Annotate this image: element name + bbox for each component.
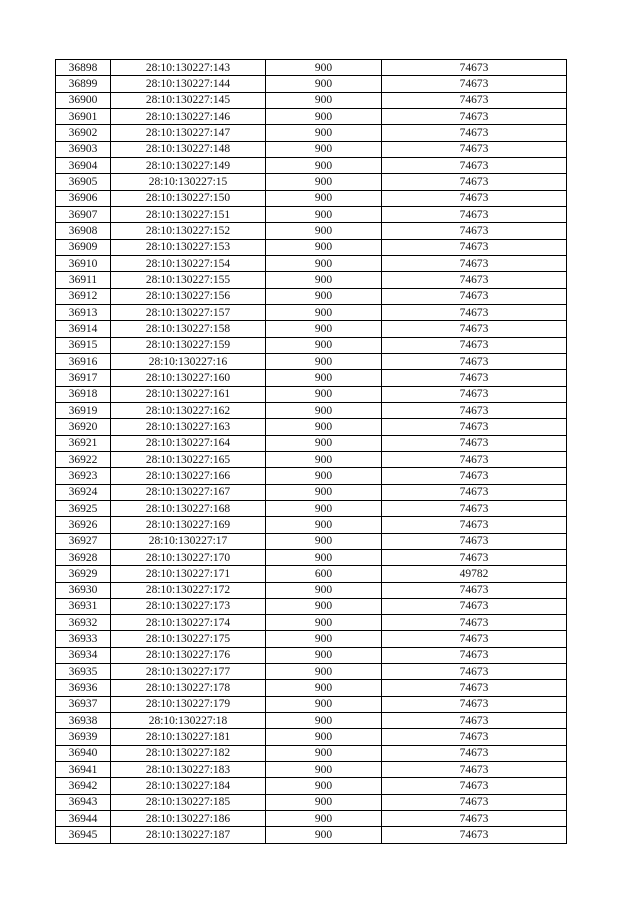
cadastral-number-cell: 28:10:130227:164 bbox=[111, 435, 266, 451]
value-cell: 74673 bbox=[382, 778, 567, 794]
cadastral-number-cell: 28:10:130227:165 bbox=[111, 451, 266, 467]
row-number-cell: 36941 bbox=[56, 762, 111, 778]
row-number-cell: 36917 bbox=[56, 370, 111, 386]
cadastral-number-cell: 28:10:130227:170 bbox=[111, 549, 266, 565]
area-cell: 900 bbox=[266, 353, 382, 369]
area-cell: 900 bbox=[266, 827, 382, 843]
table-row bbox=[56, 76, 567, 92]
value-cell: 74673 bbox=[382, 647, 567, 663]
row-number-cell: 36935 bbox=[56, 664, 111, 680]
area-cell: 900 bbox=[266, 435, 382, 451]
area-cell: 900 bbox=[266, 582, 382, 598]
cadastral-number-cell: 28:10:130227:179 bbox=[111, 696, 266, 712]
table-row bbox=[56, 794, 567, 810]
cadastral-number-cell: 28:10:130227:182 bbox=[111, 745, 266, 761]
value-cell: 74673 bbox=[382, 549, 567, 565]
cadastral-number-cell: 28:10:130227:148 bbox=[111, 141, 266, 157]
value-cell: 74673 bbox=[382, 729, 567, 745]
cadastral-number-cell: 28:10:130227:147 bbox=[111, 125, 266, 141]
table-row bbox=[56, 92, 567, 108]
cadastral-number-cell: 28:10:130227:156 bbox=[111, 288, 266, 304]
value-cell: 74673 bbox=[382, 337, 567, 353]
value-cell: 74673 bbox=[382, 533, 567, 549]
table-row bbox=[56, 549, 567, 565]
row-number-cell: 36905 bbox=[56, 174, 111, 190]
row-number-cell: 36919 bbox=[56, 402, 111, 418]
value-cell: 74673 bbox=[382, 713, 567, 729]
cadastral-number-cell: 28:10:130227:176 bbox=[111, 647, 266, 663]
area-cell: 900 bbox=[266, 533, 382, 549]
value-cell: 74673 bbox=[382, 288, 567, 304]
area-cell: 900 bbox=[266, 288, 382, 304]
table-row bbox=[56, 468, 567, 484]
area-cell: 900 bbox=[266, 468, 382, 484]
table-row bbox=[56, 288, 567, 304]
value-cell: 74673 bbox=[382, 190, 567, 206]
value-cell: 74673 bbox=[382, 353, 567, 369]
area-cell: 900 bbox=[266, 794, 382, 810]
row-number-cell: 36906 bbox=[56, 190, 111, 206]
row-number-cell: 36924 bbox=[56, 484, 111, 500]
table-row bbox=[56, 451, 567, 467]
table-row bbox=[56, 811, 567, 827]
cadastral-number-cell: 28:10:130227:146 bbox=[111, 108, 266, 124]
cadastral-number-cell: 28:10:130227:155 bbox=[111, 272, 266, 288]
row-number-cell: 36934 bbox=[56, 647, 111, 663]
row-number-cell: 36908 bbox=[56, 223, 111, 239]
value-cell: 74673 bbox=[382, 255, 567, 271]
row-number-cell: 36903 bbox=[56, 141, 111, 157]
table-row bbox=[56, 60, 567, 76]
value-cell: 74673 bbox=[382, 582, 567, 598]
area-cell: 900 bbox=[266, 451, 382, 467]
area-cell: 900 bbox=[266, 174, 382, 190]
value-cell: 74673 bbox=[382, 615, 567, 631]
table-row bbox=[56, 778, 567, 794]
value-cell: 74673 bbox=[382, 370, 567, 386]
value-cell: 74673 bbox=[382, 631, 567, 647]
value-cell: 74673 bbox=[382, 321, 567, 337]
cadastral-number-cell: 28:10:130227:153 bbox=[111, 239, 266, 255]
area-cell: 900 bbox=[266, 729, 382, 745]
area-cell: 900 bbox=[266, 778, 382, 794]
table-row bbox=[56, 745, 567, 761]
value-cell: 74673 bbox=[382, 598, 567, 614]
table-row bbox=[56, 386, 567, 402]
cadastral-number-cell: 28:10:130227:178 bbox=[111, 680, 266, 696]
cadastral-number-cell: 28:10:130227:169 bbox=[111, 517, 266, 533]
cadastral-number-cell: 28:10:130227:171 bbox=[111, 566, 266, 582]
area-cell: 900 bbox=[266, 60, 382, 76]
area-cell: 900 bbox=[266, 272, 382, 288]
row-number-cell: 36945 bbox=[56, 827, 111, 843]
row-number-cell: 36933 bbox=[56, 631, 111, 647]
row-number-cell: 36907 bbox=[56, 206, 111, 222]
table-row bbox=[56, 762, 567, 778]
table-row bbox=[56, 664, 567, 680]
area-cell: 900 bbox=[266, 517, 382, 533]
cadastral-number-cell: 28:10:130227:181 bbox=[111, 729, 266, 745]
cadastral-number-cell: 28:10:130227:152 bbox=[111, 223, 266, 239]
row-number-cell: 36937 bbox=[56, 696, 111, 712]
area-cell: 600 bbox=[266, 566, 382, 582]
cadastral-number-cell: 28:10:130227:143 bbox=[111, 60, 266, 76]
area-cell: 900 bbox=[266, 762, 382, 778]
table-row bbox=[56, 239, 567, 255]
value-cell: 74673 bbox=[382, 223, 567, 239]
table-row bbox=[56, 141, 567, 157]
cadastral-number-cell: 28:10:130227:161 bbox=[111, 386, 266, 402]
cadastral-number-cell: 28:10:130227:173 bbox=[111, 598, 266, 614]
area-cell: 900 bbox=[266, 386, 382, 402]
table-row bbox=[56, 435, 567, 451]
value-cell: 74673 bbox=[382, 517, 567, 533]
row-number-cell: 36942 bbox=[56, 778, 111, 794]
value-cell: 74673 bbox=[382, 811, 567, 827]
table-body bbox=[56, 60, 567, 844]
area-cell: 900 bbox=[266, 321, 382, 337]
value-cell: 74673 bbox=[382, 468, 567, 484]
data-table bbox=[55, 59, 567, 844]
table-row bbox=[56, 190, 567, 206]
row-number-cell: 36912 bbox=[56, 288, 111, 304]
cadastral-number-cell: 28:10:130227:186 bbox=[111, 811, 266, 827]
row-number-cell: 36918 bbox=[56, 386, 111, 402]
cadastral-number-cell: 28:10:130227:163 bbox=[111, 419, 266, 435]
row-number-cell: 36921 bbox=[56, 435, 111, 451]
value-cell: 74673 bbox=[382, 696, 567, 712]
area-cell: 900 bbox=[266, 206, 382, 222]
area-cell: 900 bbox=[266, 337, 382, 353]
value-cell: 74673 bbox=[382, 794, 567, 810]
value-cell: 74673 bbox=[382, 157, 567, 173]
cadastral-number-cell: 28:10:130227:172 bbox=[111, 582, 266, 598]
area-cell: 900 bbox=[266, 402, 382, 418]
value-cell: 74673 bbox=[382, 239, 567, 255]
value-cell: 74673 bbox=[382, 304, 567, 320]
value-cell: 49782 bbox=[382, 566, 567, 582]
cadastral-number-cell: 28:10:130227:15 bbox=[111, 174, 266, 190]
cadastral-number-cell: 28:10:130227:166 bbox=[111, 468, 266, 484]
cadastral-number-cell: 28:10:130227:167 bbox=[111, 484, 266, 500]
table-row bbox=[56, 696, 567, 712]
row-number-cell: 36902 bbox=[56, 125, 111, 141]
value-cell: 74673 bbox=[382, 108, 567, 124]
area-cell: 900 bbox=[266, 598, 382, 614]
table-row bbox=[56, 598, 567, 614]
row-number-cell: 36931 bbox=[56, 598, 111, 614]
value-cell: 74673 bbox=[382, 174, 567, 190]
table-row bbox=[56, 419, 567, 435]
value-cell: 74673 bbox=[382, 827, 567, 843]
cadastral-number-cell: 28:10:130227:184 bbox=[111, 778, 266, 794]
table-row bbox=[56, 517, 567, 533]
row-number-cell: 36928 bbox=[56, 549, 111, 565]
area-cell: 900 bbox=[266, 484, 382, 500]
cadastral-number-cell: 28:10:130227:145 bbox=[111, 92, 266, 108]
row-number-cell: 36923 bbox=[56, 468, 111, 484]
value-cell: 74673 bbox=[382, 76, 567, 92]
area-cell: 900 bbox=[266, 713, 382, 729]
row-number-cell: 36936 bbox=[56, 680, 111, 696]
cadastral-number-cell: 28:10:130227:158 bbox=[111, 321, 266, 337]
table-row bbox=[56, 337, 567, 353]
row-number-cell: 36913 bbox=[56, 304, 111, 320]
cadastral-number-cell: 28:10:130227:154 bbox=[111, 255, 266, 271]
row-number-cell: 36899 bbox=[56, 76, 111, 92]
area-cell: 900 bbox=[266, 239, 382, 255]
area-cell: 900 bbox=[266, 190, 382, 206]
row-number-cell: 36932 bbox=[56, 615, 111, 631]
value-cell: 74673 bbox=[382, 386, 567, 402]
table-row bbox=[56, 582, 567, 598]
row-number-cell: 36929 bbox=[56, 566, 111, 582]
cadastral-number-cell: 28:10:130227:162 bbox=[111, 402, 266, 418]
table-row bbox=[56, 321, 567, 337]
area-cell: 900 bbox=[266, 696, 382, 712]
area-cell: 900 bbox=[266, 745, 382, 761]
table-row bbox=[56, 533, 567, 549]
value-cell: 74673 bbox=[382, 206, 567, 222]
table-row bbox=[56, 566, 567, 582]
cadastral-number-cell: 28:10:130227:183 bbox=[111, 762, 266, 778]
cadastral-number-cell: 28:10:130227:157 bbox=[111, 304, 266, 320]
table-row bbox=[56, 827, 567, 843]
table-row bbox=[56, 174, 567, 190]
cadastral-number-cell: 28:10:130227:185 bbox=[111, 794, 266, 810]
value-cell: 74673 bbox=[382, 419, 567, 435]
cadastral-number-cell: 28:10:130227:144 bbox=[111, 76, 266, 92]
cadastral-number-cell: 28:10:130227:174 bbox=[111, 615, 266, 631]
row-number-cell: 36940 bbox=[56, 745, 111, 761]
value-cell: 74673 bbox=[382, 762, 567, 778]
row-number-cell: 36909 bbox=[56, 239, 111, 255]
cadastral-number-cell: 28:10:130227:160 bbox=[111, 370, 266, 386]
table-row bbox=[56, 500, 567, 516]
value-cell: 74673 bbox=[382, 451, 567, 467]
area-cell: 900 bbox=[266, 76, 382, 92]
area-cell: 900 bbox=[266, 500, 382, 516]
table-row bbox=[56, 713, 567, 729]
cadastral-number-cell: 28:10:130227:16 bbox=[111, 353, 266, 369]
row-number-cell: 36944 bbox=[56, 811, 111, 827]
row-number-cell: 36900 bbox=[56, 92, 111, 108]
row-number-cell: 36910 bbox=[56, 255, 111, 271]
area-cell: 900 bbox=[266, 811, 382, 827]
area-cell: 900 bbox=[266, 223, 382, 239]
row-number-cell: 36911 bbox=[56, 272, 111, 288]
value-cell: 74673 bbox=[382, 125, 567, 141]
table-row bbox=[56, 206, 567, 222]
area-cell: 900 bbox=[266, 419, 382, 435]
value-cell: 74673 bbox=[382, 402, 567, 418]
table-row bbox=[56, 272, 567, 288]
area-cell: 900 bbox=[266, 370, 382, 386]
area-cell: 900 bbox=[266, 680, 382, 696]
cadastral-number-cell: 28:10:130227:151 bbox=[111, 206, 266, 222]
cadastral-number-cell: 28:10:130227:175 bbox=[111, 631, 266, 647]
cadastral-number-cell: 28:10:130227:149 bbox=[111, 157, 266, 173]
row-number-cell: 36930 bbox=[56, 582, 111, 598]
value-cell: 74673 bbox=[382, 500, 567, 516]
cadastral-number-cell: 28:10:130227:177 bbox=[111, 664, 266, 680]
cadastral-number-cell: 28:10:130227:159 bbox=[111, 337, 266, 353]
area-cell: 900 bbox=[266, 647, 382, 663]
value-cell: 74673 bbox=[382, 745, 567, 761]
area-cell: 900 bbox=[266, 108, 382, 124]
table-row bbox=[56, 108, 567, 124]
area-cell: 900 bbox=[266, 141, 382, 157]
row-number-cell: 36938 bbox=[56, 713, 111, 729]
table-row bbox=[56, 353, 567, 369]
value-cell: 74673 bbox=[382, 141, 567, 157]
cadastral-number-cell: 28:10:130227:187 bbox=[111, 827, 266, 843]
row-number-cell: 36939 bbox=[56, 729, 111, 745]
area-cell: 900 bbox=[266, 157, 382, 173]
table-row bbox=[56, 223, 567, 239]
row-number-cell: 36926 bbox=[56, 517, 111, 533]
row-number-cell: 36943 bbox=[56, 794, 111, 810]
value-cell: 74673 bbox=[382, 60, 567, 76]
table-row bbox=[56, 125, 567, 141]
table-row bbox=[56, 157, 567, 173]
table-row bbox=[56, 729, 567, 745]
value-cell: 74673 bbox=[382, 435, 567, 451]
value-cell: 74673 bbox=[382, 680, 567, 696]
cadastral-number-cell: 28:10:130227:168 bbox=[111, 500, 266, 516]
table-row bbox=[56, 402, 567, 418]
area-cell: 900 bbox=[266, 304, 382, 320]
area-cell: 900 bbox=[266, 125, 382, 141]
row-number-cell: 36916 bbox=[56, 353, 111, 369]
value-cell: 74673 bbox=[382, 484, 567, 500]
area-cell: 900 bbox=[266, 92, 382, 108]
area-cell: 900 bbox=[266, 664, 382, 680]
table-row bbox=[56, 680, 567, 696]
row-number-cell: 36925 bbox=[56, 500, 111, 516]
row-number-cell: 36922 bbox=[56, 451, 111, 467]
cadastral-number-cell: 28:10:130227:150 bbox=[111, 190, 266, 206]
value-cell: 74673 bbox=[382, 272, 567, 288]
table-row bbox=[56, 631, 567, 647]
table-row bbox=[56, 370, 567, 386]
row-number-cell: 36898 bbox=[56, 60, 111, 76]
table-row bbox=[56, 647, 567, 663]
value-cell: 74673 bbox=[382, 664, 567, 680]
row-number-cell: 36904 bbox=[56, 157, 111, 173]
cadastral-number-cell: 28:10:130227:17 bbox=[111, 533, 266, 549]
table-row bbox=[56, 304, 567, 320]
row-number-cell: 36915 bbox=[56, 337, 111, 353]
table-row bbox=[56, 255, 567, 271]
value-cell: 74673 bbox=[382, 92, 567, 108]
table-row bbox=[56, 484, 567, 500]
cadastral-number-cell: 28:10:130227:18 bbox=[111, 713, 266, 729]
row-number-cell: 36920 bbox=[56, 419, 111, 435]
row-number-cell: 36914 bbox=[56, 321, 111, 337]
table-row bbox=[56, 615, 567, 631]
area-cell: 900 bbox=[266, 631, 382, 647]
area-cell: 900 bbox=[266, 255, 382, 271]
area-cell: 900 bbox=[266, 615, 382, 631]
row-number-cell: 36901 bbox=[56, 108, 111, 124]
area-cell: 900 bbox=[266, 549, 382, 565]
row-number-cell: 36927 bbox=[56, 533, 111, 549]
